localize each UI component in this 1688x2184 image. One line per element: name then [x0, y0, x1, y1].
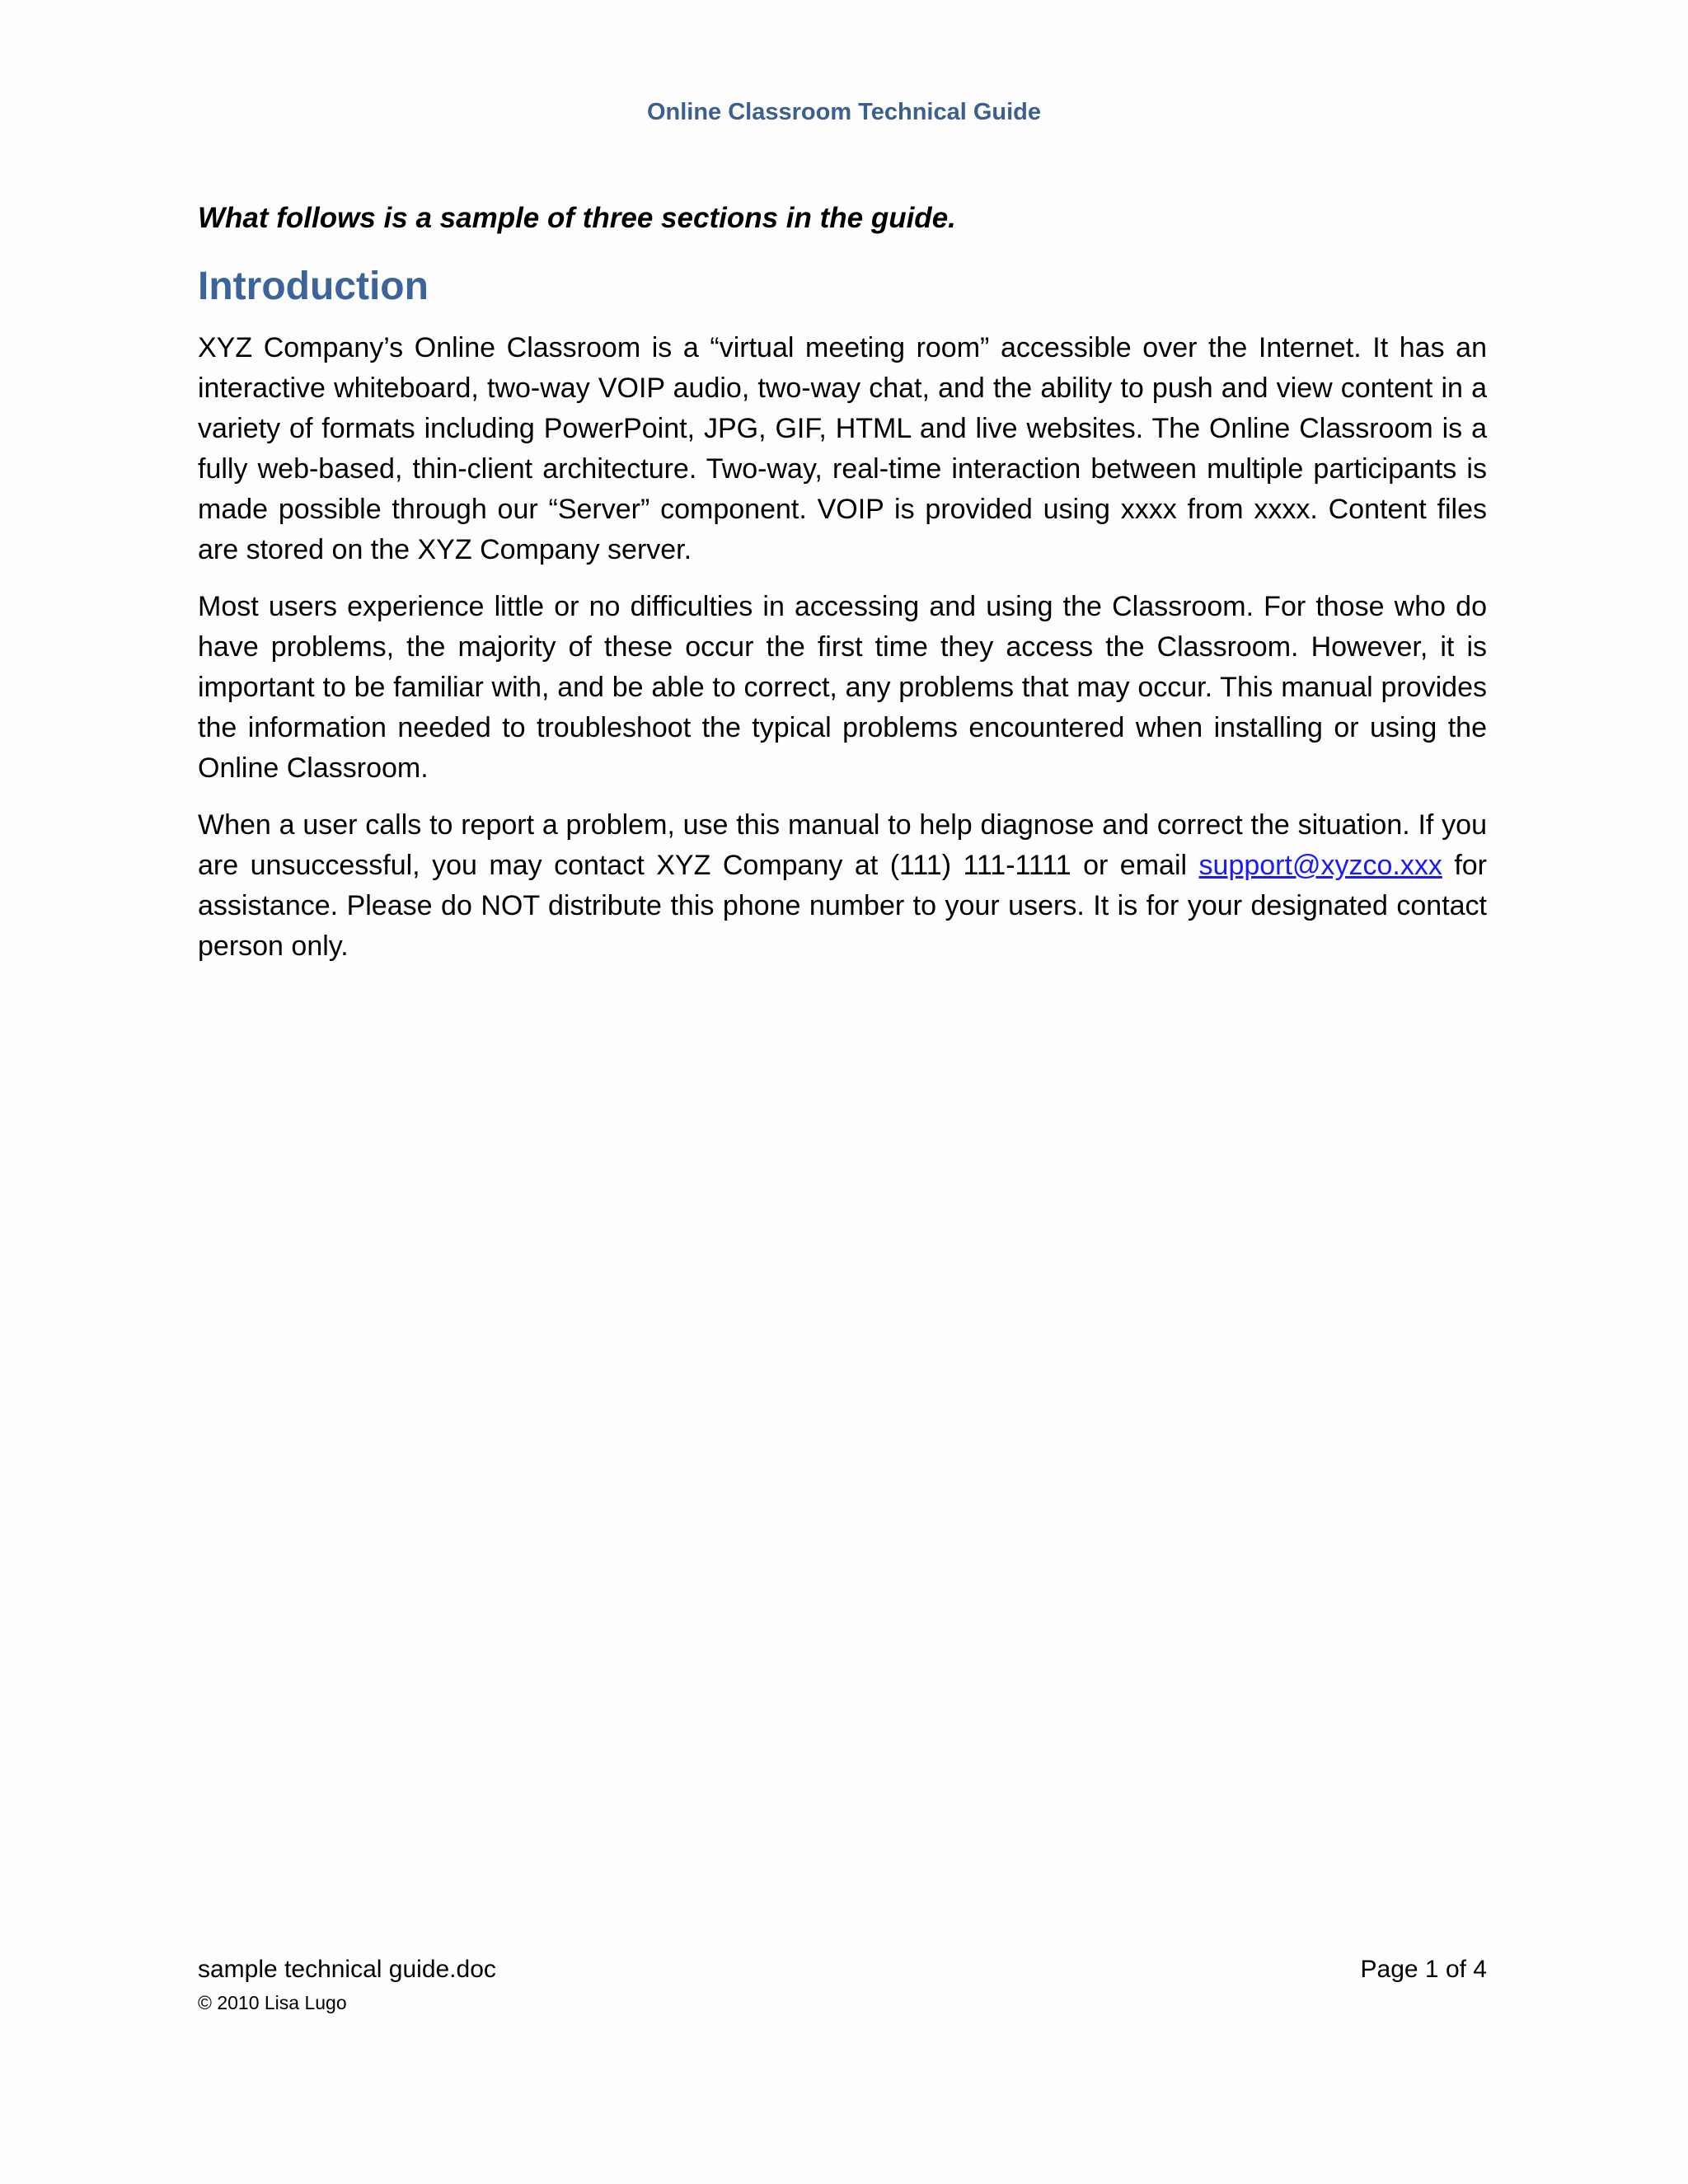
footer-filename: sample technical guide.doc	[198, 1956, 496, 1983]
page-footer	[198, 1953, 1487, 2016]
paragraph-2: Most users experience little or no difficulties in accessing and using the Classroom. For those who do have problems, the majority of these occur the first time they access the Classroom. However, it is important to be familiar with, and be able to correct, any problems that may occur. This manual provides the information needed to troubleshoot the typical problems encountered when installing or using the Online Classroom.	[198, 591, 1487, 784]
footer-copyright: © 2010 Lisa Lugo	[198, 1992, 347, 2013]
running-header: Online Classroom Technical Guide	[646, 99, 1042, 125]
paragraph-3-text-before: When a user calls to report a problem, use this manual to help diagnose and correct the situation. If you are unsuccessful, you may contact XYZ Company at (111) 111-1111 or email	[198, 809, 1487, 881]
section-heading: Introduction	[198, 265, 429, 308]
paragraph-3	[198, 805, 1487, 967]
lead-sentence: What follows is a sample of three sections in the guide.	[198, 202, 956, 234]
paragraph-1: XYZ Company’s Online Classroom is a “virtual meeting room” accessible over the Internet. It has an interactive whiteboard, two-way VOIP audio, two-way chat, and the ability to push and view content in a variety of formats including PowerPoint, JPG, GIF, HTML and live websites. The Online Classroom is a fully web-based, thin-client architecture. Two-way, real-time interaction between multiple participants is made possible through our “Server” component. VOIP is provided using xxxx from xxxx. Content files are stored on the XYZ Company server.	[198, 332, 1487, 565]
document-body	[198, 198, 1487, 983]
footer-page-number: Page 1 of 4	[1360, 1956, 1487, 1983]
paragraph-3-text-after: for assistance. Please do NOT distribute this phone number to your users. It is for your designated contact person only.	[198, 850, 1487, 962]
support-email-link[interactable]: support@xyzco.xxx	[1198, 850, 1442, 881]
footer-row	[198, 1953, 1487, 1986]
